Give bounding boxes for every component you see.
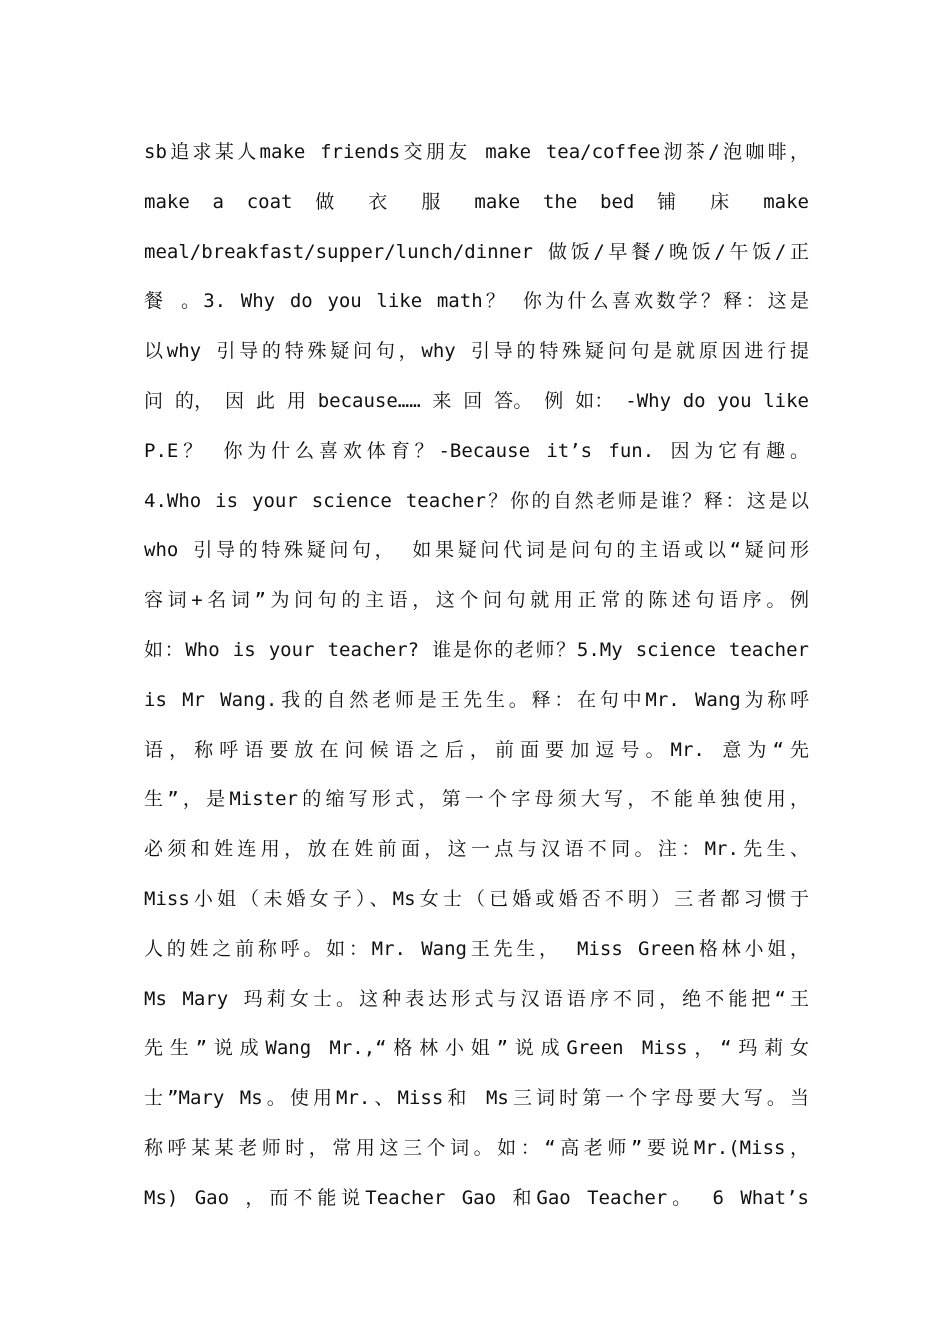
text-line: 先生”说成Wang Mr.,“格林小姐”说成Green Miss，“玛莉女 [144, 1037, 809, 1060]
text-line: is Mr Wang.我的自然老师是王先生。释：在句中Mr. Wang为称呼 [144, 688, 809, 711]
text-line: 如：Who is your teacher? 谁是你的老师？5.My science teacher [144, 638, 809, 661]
text-line: P.E？ 你为什么喜欢体育？-Because it’s fun. 因为它有趣。 [144, 439, 809, 462]
text-line: 容词+名词”为问句的主语，这个问句就用正常的陈述句语序。例 [144, 589, 809, 612]
text-line: 士”Mary Ms。使用Mr.、Miss和 Ms三词时第一个字母要大写。当 [144, 1087, 809, 1110]
text-line: Miss小姐（未婚女子）、Ms女士（已婚或婚否不明）三者都习惯于 [144, 887, 809, 910]
text-line: sb追求某人make friends交朋友 make tea/coffee沏茶/泡咖啡， [144, 141, 809, 163]
body-text [144, 128, 809, 1224]
text-line: 称呼某某老师时，常用这三个词。如：“高老师”要说Mr.(Miss， [144, 1136, 809, 1159]
text-line: meal/breakfast/supper/lunch/dinner 做饭/早餐/晚饭/午饭/正 [144, 240, 809, 263]
text-line: 餐 。3. Why do you like math？ 你为什么喜欢数学？释：这是 [144, 290, 809, 313]
text-line: 问 的， 因 此 用 because…… 来 回 答。 例 如： -Why do you like [144, 389, 809, 412]
text-line: 语，称呼语要放在问候语之后，前面要加逗号。Mr. 意为“先 [144, 738, 809, 761]
text-line: 人的姓之前称呼。如：Mr. Wang王先生， Miss Green格林小姐， [144, 937, 809, 960]
text-line: 生”，是Mister的缩写形式，第一个字母须大写，不能单独使用， [144, 788, 809, 811]
text-line: Ms) Gao ，而不能说Teacher Gao 和Gao Teacher。 6 What’s [144, 1186, 809, 1209]
text-line: 以why 引导的特殊疑问句，why 引导的特殊疑问句是就原因进行提 [144, 340, 809, 363]
text-line: 必须和姓连用，放在姓前面，这一点与汉语不同。注：Mr.先生、 [144, 838, 809, 861]
text-line: 4.Who is your science teacher？你的自然老师是谁？释：这是以 [144, 489, 809, 512]
text-line: Ms Mary 玛莉女士。这种表达形式与汉语语序不同，绝不能把“王 [144, 987, 809, 1010]
text-line: who 引导的特殊疑问句， 如果疑问代词是问句的主语或以“疑问形 [144, 539, 809, 562]
text-line: make a coat 做 衣 服 make the bed 铺 床 make [144, 190, 809, 213]
